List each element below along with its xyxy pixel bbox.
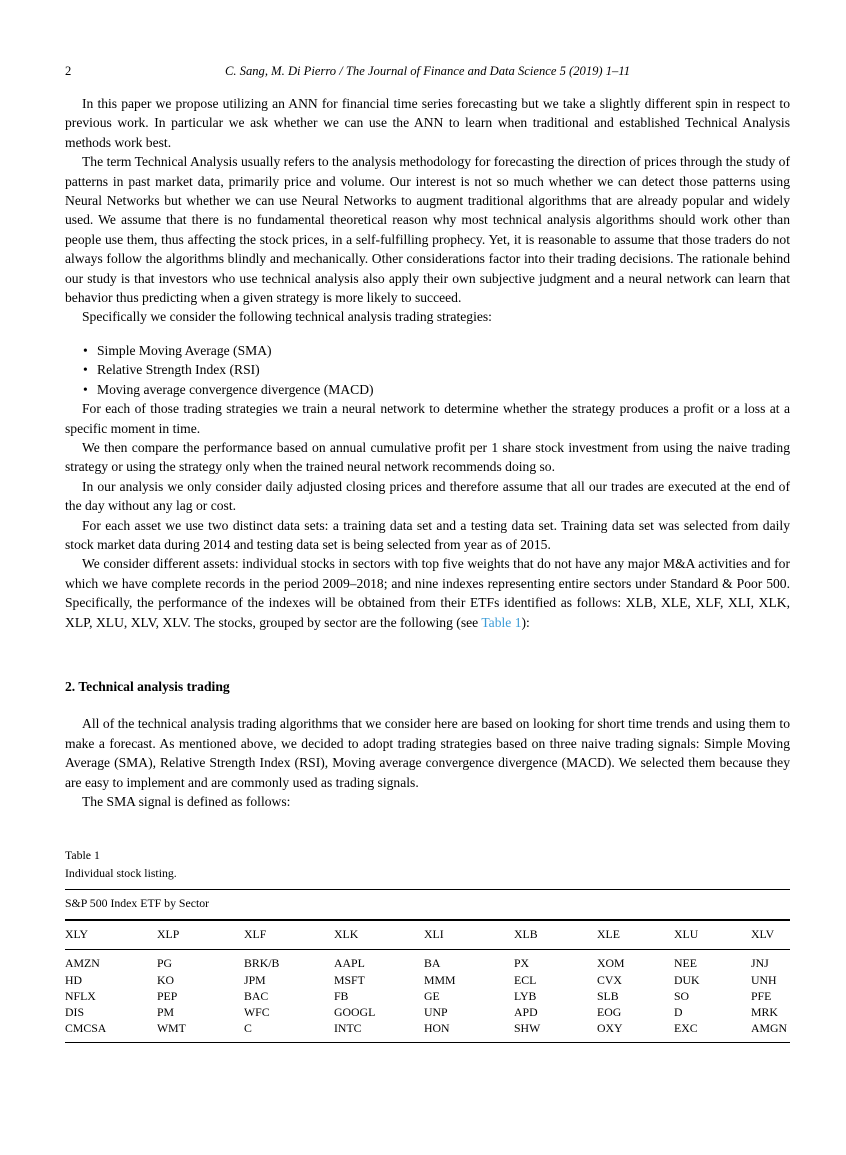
running-header [65, 64, 790, 79]
page-content [65, 0, 790, 1043]
paragraph-text: We consider different assets: individual stocks in sectors with top five weights that do not have any major M&A activities and for which we have complete records in the period 2009–2018; and nine indexes representing entire sectors under Standard & Poor 500. Specifically, the performance of the indexes will be obtained from their ETFs identified as follows: XLB, XLE, XLF, XLI, XLK, XLP, XLU, XLV, XLV. The stocks, grouped by sector are the following (see [65, 556, 790, 630]
ticker-cell: KO [157, 972, 175, 987]
column-header: XLY [65, 921, 157, 950]
table-row [65, 972, 790, 988]
ticker-cell: DIS [65, 1005, 85, 1020]
ticker-cell: PM [157, 1005, 175, 1020]
column-header: XLF [244, 921, 334, 950]
ticker-cell: MMM [424, 972, 456, 987]
ticker-cell: XOM [597, 956, 625, 971]
ticker-cell: SHW [514, 1021, 541, 1036]
ticker-cell: UNH [751, 972, 777, 987]
ticker-cell: PFE [751, 988, 772, 1003]
ticker-cell: SO [674, 988, 690, 1003]
page-number: 2 [65, 64, 72, 78]
paragraph-intro-4: For each of those trading strategies we train a neural network to determine whether the strategy produces a profit or a loss at a specific moment in time. [65, 401, 790, 436]
paragraph-text: ): [521, 614, 530, 630]
table-1-label: Table 1 [65, 848, 100, 863]
ticker-cell: PG [157, 956, 173, 971]
ticker-cell: D [674, 1005, 683, 1020]
bullet-icon: • [83, 362, 88, 378]
table-1-grid [65, 921, 790, 1043]
table-1-link[interactable]: Table 1 [481, 614, 522, 630]
list-item-label: Simple Moving Average (SMA) [97, 342, 272, 358]
ticker-cell: C [244, 1021, 252, 1036]
paragraph-intro-2: The term Technical Analysis usually refers to the analysis methodology for forecasting the direction of prices through the study of patterns in past market data, primarily price and volume. Our interest is not so much whether we can detect those patterns using Neural Networks but whether we can use Neural Networks to augment traditional algorithms that are already popular and widely used. We assume that there is no fundamental theoretical reason why most technical analysis algorithms should work other than people use them, thus affecting the stock prices, in a self-fulfilling prophecy. Yet, it is reasonable to assume that those traders do not always follow the algorithms blindly and mechanically. Other considerations factor into their trading decisions. The rationale behind our study is that investors who use technical analysis also apply their own subjective judgment and a neural network can learn that behavior thus predicting when a given strategy is more likely to succeed. [65, 154, 790, 306]
list-item-label: Moving average convergence divergence (MACD) [97, 381, 374, 397]
table-row [65, 950, 790, 972]
paragraph-intro-7: For each asset we use two distinct data sets: a training data set and a testing data set. Training data set was selected from daily stock market data during 2014 and testing data set is being selected from year as of 2015. [65, 517, 790, 552]
column-header: XLU [674, 921, 751, 950]
article-body [65, 94, 790, 1043]
table-row [65, 1004, 790, 1020]
column-header: XLE [597, 921, 674, 950]
ticker-cell: PX [514, 956, 530, 971]
list-item-label: Relative Strength Index (RSI) [97, 362, 260, 378]
ticker-cell: CVX [597, 972, 622, 987]
ticker-cell: AAPL [334, 956, 365, 971]
ticker-cell: DUK [674, 972, 700, 987]
strategy-list [65, 341, 790, 399]
ticker-cell: HD [65, 972, 83, 987]
section-2-body [65, 714, 790, 811]
paragraph-intro-1: In this paper we propose utilizing an ANN for financial time series forecasting but we take a slightly different spin in respect to previous work. In particular we ask whether we can use the ANN to learn when traditional and established Technical Analysis methods work best. [65, 96, 790, 150]
paragraph-section2-2: The SMA signal is defined as follows: [82, 794, 291, 809]
section-2-heading: 2. Technical analysis trading [65, 678, 230, 694]
list-item-macd [83, 380, 790, 399]
ticker-cell: INTC [334, 1021, 362, 1036]
ticker-cell: NFLX [65, 988, 96, 1003]
table-row [65, 988, 790, 1004]
paragraph-intro-8 [65, 554, 790, 632]
table-1-caption-text: Individual stock listing. [65, 865, 177, 880]
running-head-title: C. Sang, M. Di Pierro / The Journal of Finance and Data Science 5 (2019) 1–11 [224, 64, 631, 78]
ticker-cell: FB [334, 988, 349, 1003]
ticker-cell: WMT [157, 1021, 186, 1036]
paragraph-intro-6: In our analysis we only consider daily adjusted closing prices and therefore assume that all our trades are executed at the end of the day without any lag or cost. [65, 478, 790, 514]
bullet-icon: • [83, 381, 88, 397]
ticker-cell: HON [424, 1021, 450, 1036]
ticker-cell: AMZN [65, 956, 100, 971]
ticker-cell: PEP [157, 988, 178, 1003]
ticker-cell: WFC [244, 1005, 270, 1020]
paragraph-intro-5: We then compare the performance based on annual cumulative profit per 1 share stock investment from using the naive trading strategy or using the strategy only when the trained neural network recommends doing so. [65, 439, 790, 475]
ticker-cell: JPM [244, 972, 266, 987]
paragraph-section2-1: All of the technical analysis trading algorithms that we consider here are based on looking for short time trends and using them to make a forecast. As mentioned above, we decided to adopt trading strategies based on three naive trading signals: Simple Moving Average (SMA), Relative Strength Index (RSI), Moving average convergence divergence (MACD). We selected them because they are easy to implement and are commonly used as trading signals. [65, 716, 790, 790]
bullet-icon: • [83, 342, 88, 358]
ticker-cell: AMGN [751, 1021, 788, 1036]
ticker-cell: BAC [244, 988, 269, 1003]
ticker-cell: GOOGL [334, 1005, 376, 1020]
table-header-row [65, 921, 790, 950]
ticker-cell: CMCSA [65, 1021, 107, 1036]
table-1-caption [65, 847, 790, 882]
ticker-cell: LYB [514, 988, 537, 1003]
ticker-cell: GE [424, 988, 440, 1003]
ticker-cell: EXC [674, 1021, 698, 1036]
ticker-cell: MRK [751, 1005, 778, 1020]
column-header: XLK [334, 921, 424, 950]
ticker-cell: NEE [674, 956, 697, 971]
column-header: XLI [424, 921, 514, 950]
ticker-cell: OXY [597, 1021, 623, 1036]
ticker-cell: JNJ [751, 956, 769, 971]
table-1 [65, 847, 790, 1042]
ticker-cell: APD [514, 1005, 538, 1020]
ticker-cell: SLB [597, 988, 619, 1003]
table-row [65, 1020, 790, 1042]
ticker-cell: BRK/B [244, 956, 280, 971]
ticker-cell: MSFT [334, 972, 365, 987]
ticker-cell: EOG [597, 1005, 622, 1020]
list-item-rsi [83, 360, 790, 379]
column-header: XLP [157, 921, 244, 950]
list-item-sma [83, 341, 790, 360]
column-header: XLV [751, 921, 790, 950]
column-header: XLB [514, 921, 597, 950]
table-1-spanner: S&P 500 Index ETF by Sector [65, 889, 790, 920]
paragraph-intro-3: Specifically we consider the following technical analysis trading strategies: [82, 309, 492, 325]
ticker-cell: UNP [424, 1005, 448, 1020]
ticker-cell: ECL [514, 972, 537, 987]
ticker-cell: BA [424, 956, 441, 971]
